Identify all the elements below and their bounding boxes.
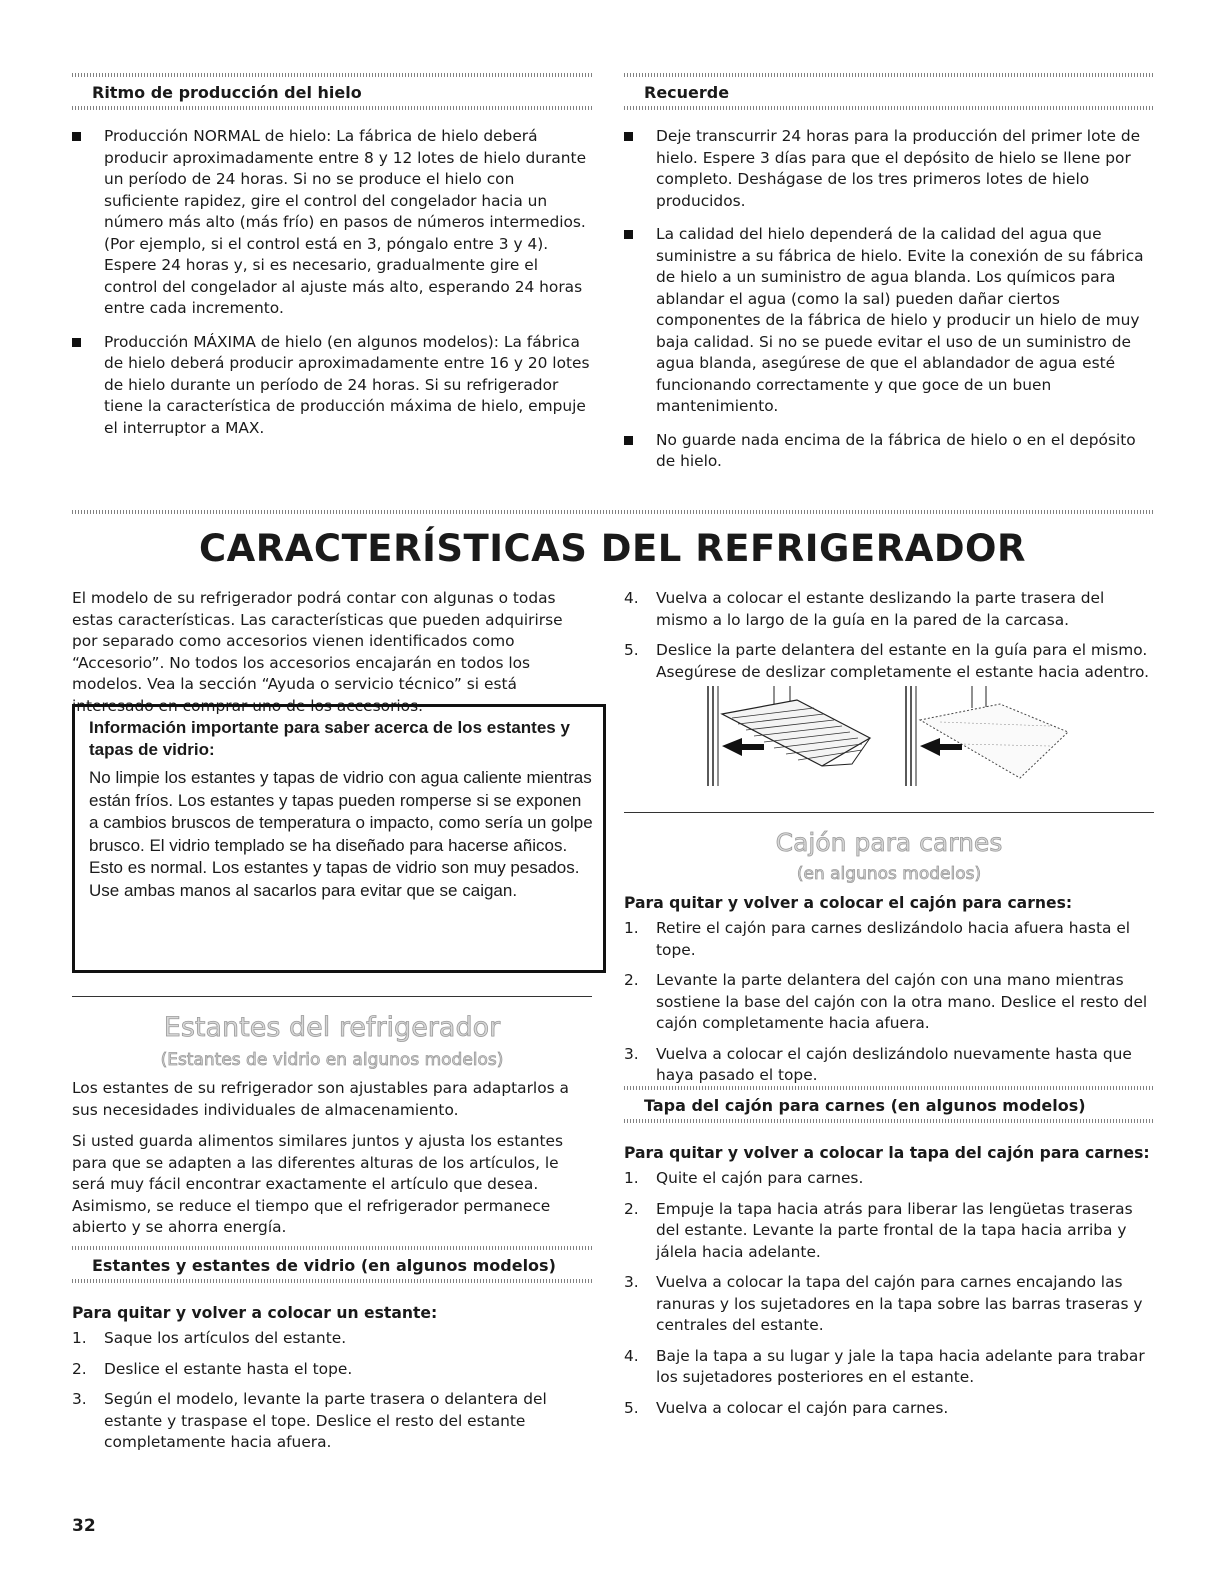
ice-rate-section — [72, 73, 592, 451]
drawer-cover-heading: Tapa del cajón para carnes (en algunos modelos) — [644, 1096, 1086, 1115]
divider — [624, 106, 1154, 110]
step-number: 4. — [624, 589, 639, 607]
shelf-steps-list — [624, 588, 1154, 683]
list-item: No guarde nada encima de la fábrica de hielo o en el depósito de hielo. — [624, 430, 1154, 473]
list-item — [624, 588, 1154, 631]
step-text: Según el modelo, levante la parte trasera o delantera del estante y traspase el tope. Deslice el resto del estante completamente hacia afuera. — [104, 1390, 547, 1451]
step-number: 3. — [624, 1273, 639, 1291]
drawer-cover-section — [624, 1086, 1154, 1123]
shelves-paragraph: Los estantes de su refrigerador son ajustables para adaptarlos a sus necesidades individuales de almacenamiento. — [72, 1079, 569, 1119]
divider — [624, 1086, 1154, 1090]
remember-section — [624, 73, 1154, 485]
step-number: 4. — [624, 1346, 639, 1365]
list-item: La calidad del hielo dependerá de la calidad del agua que suministre a su fábrica de hielo. Evite la conexión de su fábrica de hielo a un suministro de agua blanda. Los químicos para ablandar el agua (como la sal) pueden dañar ciertos componentes de la fábrica de hielo y producir un hielo de muy baja calidad. Si no se puede evitar el uso de un suministro de agua blanda, asegúrese de que el ablandador de agua esté funcionando correctamente y que goce de un buen mantenimiento. — [624, 224, 1154, 418]
step-number: 3. — [624, 1044, 639, 1063]
drawer-cover-steps-section — [624, 1144, 1154, 1428]
meat-drawer-steps — [624, 918, 1154, 1087]
meat-drawer-title: Cajón para carnes — [775, 828, 1003, 857]
step-text: Levante la parte delantera del cajón con una mano mientras sostiene la base del cajón con la otra mano. Deslice el resto del cajón completamente hacia afuera. — [656, 971, 1148, 1032]
meat-drawer-section — [624, 894, 1154, 1096]
step-text: Empuje la tapa hacia atrás para liberar las lengüetas traseras del estante. Levante la parte frontal de la tapa hacia arriba y jálela hacia adelante. — [656, 1199, 1133, 1261]
step-number: 3. — [72, 1390, 87, 1408]
list-item — [72, 1328, 592, 1350]
divider — [624, 812, 1154, 813]
list-item — [624, 1168, 1154, 1190]
list-item — [624, 1272, 1154, 1337]
shelves-section — [72, 1078, 592, 1249]
info-box-title: Información importante para saber acerca de los estantes y tapas de vidrio: — [89, 718, 570, 759]
list-item — [72, 1389, 592, 1454]
step-text: Baje la tapa a su lugar y jale la tapa hacia adelante para trabar los sujetadores posteriores en el estante. — [656, 1346, 1145, 1386]
step-text: Saque los artículos del estante. — [104, 1329, 347, 1347]
step-text: Deslice la parte delantera del estante en la guía para el mismo. Asegúrese de deslizar completamente el estante hacia adentro. — [656, 641, 1149, 681]
list-item: Deje transcurrir 24 horas para la producción del primer lote de hielo. Espere 3 días para que el depósito de hielo se llene por completo. Deshágase de los tres primeros lotes de hielo producidos. — [624, 126, 1154, 212]
important-info-box — [72, 704, 606, 973]
divider — [72, 996, 592, 997]
shelves-title: Estantes del refrigerador — [163, 1012, 501, 1043]
shelf-remove-title: Para quitar y volver a colocar un estante: — [72, 1304, 438, 1322]
step-text: Quite el cajón para carnes. — [656, 1169, 864, 1187]
step-text: Deslice el estante hasta el tope. — [104, 1359, 353, 1378]
shelf-steps-section — [72, 1304, 592, 1463]
step-text: Retire el cajón para carnes deslizándolo hacia afuera hasta el tope. — [656, 919, 1131, 959]
info-box-body: No limpie los estantes y tapas de vidrio con agua caliente mientras están fríos. Los estantes y tapas pueden romperse si se exponen a cambios bruscos de temperatura o impacto, como sería un golpe brusco. El vidrio templado se ha diseñado para hacerse añicos. Esto es normal. Los estantes y tapas de vidrio son muy pesados. Use ambas manos al sacarlos para evitar que se caigan. — [89, 768, 593, 900]
shelf-glass-illustration — [900, 686, 1080, 794]
divider — [624, 73, 1154, 77]
ice-rate-heading: Ritmo de producción del hielo — [92, 83, 362, 102]
list-item — [624, 1346, 1154, 1389]
step-number: 2. — [624, 971, 639, 989]
page-number: 32 — [72, 1516, 96, 1536]
glass-shelves-heading: Estantes y estantes de vidrio (en algunos modelos) — [92, 1256, 556, 1275]
ice-rate-list — [72, 126, 592, 439]
step-number: 2. — [72, 1359, 87, 1378]
divider — [72, 106, 592, 110]
drawer-cover-remove-title: Para quitar y volver a colocar la tapa del cajón para carnes: — [624, 1144, 1150, 1162]
shelves-subtitle: (Estantes de vidrio en algunos modelos) — [160, 1050, 504, 1070]
list-item — [624, 1398, 1154, 1420]
divider — [72, 1279, 592, 1283]
shelf-wire-illustration — [702, 686, 882, 794]
drawer-cover-steps — [624, 1168, 1154, 1419]
step-text: Vuelva a colocar el cajón deslizándolo nuevamente hasta que haya pasado el tope. — [656, 1044, 1132, 1084]
step-number: 5. — [624, 1398, 639, 1417]
list-item: Producción MÁXIMA de hielo (en algunos modelos): La fábrica de hielo deberá producir aproximadamente entre 16 y 20 lotes de hielo durante un período de 24 horas. Si su refrigerador tiene la característica de producción máxima de hielo, empuje el interruptor a MAX. — [72, 332, 592, 440]
shelves-paragraph: Si usted guarda alimentos similares juntos y ajusta los estantes para que se adapten a las diferentes alturas de los artículos, le será muy fácil encontrar exactamente el artículo que desea. Asimismo, se reduce el tiempo que el refrigerador permanece abierto y se ahorra energía. — [72, 1132, 563, 1236]
step-number: 5. — [624, 641, 639, 659]
step-text: Vuelva a colocar la tapa del cajón para carnes encajando las ranuras y los sujetadores en la tapa sobre las barras traseras y centrales del estante. — [656, 1273, 1143, 1334]
intro-text: El modelo de su refrigerador podrá contar con algunas o todas estas características. Las características que pueden adquirirse por separado como accesorios vienen identificados como “Accesorio”. No todos los accesorios encajarán en todos los modelos. Vea la sección “Ayuda o servicio técnico” si está interesado en comprar uno de los accesorios. — [72, 589, 563, 715]
divider — [624, 1119, 1154, 1123]
list-item — [624, 970, 1154, 1035]
list-item — [72, 1359, 592, 1381]
step-number: 1. — [624, 919, 639, 937]
shelf-steps-list — [72, 1328, 592, 1454]
meat-drawer-subtitle: (en algunos modelos) — [796, 864, 982, 884]
list-item — [624, 640, 1154, 683]
list-item: Producción NORMAL de hielo: La fábrica de hielo deberá producir aproximadamente entre 8 y 12 lotes de hielo durante un período de 24 horas. Si no se produce el hielo con suficiente rapidez, gire el control del congelador hacia un número más alto (más frío) en pasos de números intermedios. (Por ejemplo, si el control está en 3, póngalo entre 3 y 4). Espere 24 horas y, si es necesario, gradualmente gire el control del congelador al ajuste más alto, esperando 24 horas entre cada incremento. — [72, 126, 592, 320]
meat-drawer-remove-title: Para quitar y volver a colocar el cajón para carnes: — [624, 894, 1073, 912]
step-number: 2. — [624, 1199, 639, 1218]
list-item — [624, 1199, 1154, 1264]
page-title: CARACTERÍSTICAS DEL REFRIGERADOR — [199, 527, 1026, 570]
divider — [72, 1246, 592, 1250]
list-item — [624, 1044, 1154, 1087]
step-text: Vuelva a colocar el cajón para carnes. — [656, 1398, 949, 1417]
glass-shelves-section — [72, 1246, 592, 1283]
remember-list — [624, 126, 1154, 473]
step-number: 1. — [72, 1329, 87, 1347]
divider — [72, 73, 592, 77]
list-item — [624, 918, 1154, 961]
step-number: 1. — [624, 1169, 639, 1187]
divider — [72, 510, 1154, 514]
shelf-steps-continued — [624, 588, 1154, 692]
remember-heading: Recuerde — [644, 83, 730, 102]
step-text: Vuelva a colocar el estante deslizando la parte trasera del mismo a lo largo de la guía en la pared de la carcasa. — [656, 589, 1105, 629]
